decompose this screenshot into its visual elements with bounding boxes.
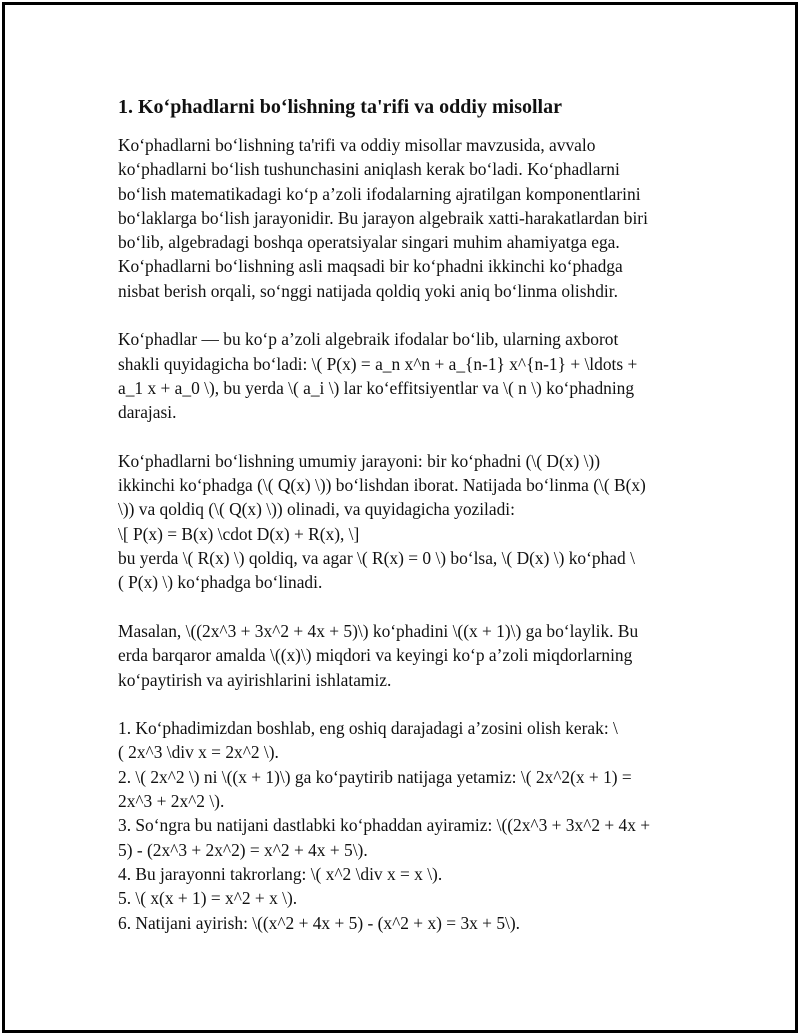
paragraph-definition bbox=[118, 133, 684, 303]
text-line: Ko‘phadlarni bo‘lishning ta'rifi va oddiy misollar mavzusida, avvalo bbox=[118, 135, 596, 155]
text-line: ikkinchi ko‘phadga (\( Q(x) \)) bo‘lishdan iborat. Natijada bo‘linma (\( B(x) bbox=[118, 475, 646, 496]
document-body bbox=[118, 94, 684, 959]
text-line: Ko‘phadlarni bo‘lishning umumiy jarayoni: bir ko‘phadni (\( D(x) \)) bbox=[118, 450, 601, 471]
text-line: ko‘paytirish va ayirishlarini ishlatamiz. bbox=[118, 669, 392, 690]
formula-line: \[ P(x) = B(x) \cdot D(x) + R(x), \] bbox=[118, 523, 360, 544]
step-line: 6. Natijani ayirish: \((x^2 + 4x + 5) - (x^2 + x) = 3x + 5\). bbox=[118, 912, 520, 933]
step-line: 5. \( x(x + 1) = x^2 + x \). bbox=[118, 888, 298, 909]
text-line: bo‘laklarga bo‘lish jarayonidir. Bu jarayon algebraik xatti-harakatlardan biri bbox=[118, 207, 648, 228]
text-line: \)) va qoldiq (\( Q(x) \)) olinadi, va quyidagicha yoziladi: bbox=[118, 499, 515, 520]
paragraph-division-process bbox=[118, 449, 684, 595]
step-line: 2x^3 + 2x^2 \). bbox=[118, 791, 225, 812]
text-line: darajasi. bbox=[118, 402, 177, 423]
text-line: ko‘phadlarni bo‘lish tushunchasini aniqlash kerak bo‘ladi. Ko‘phadlarni bbox=[118, 159, 620, 180]
text-line: bo‘lib, algebradagi boshqa operatsiyalar singari muhim ahamiyatga ega. bbox=[118, 232, 620, 253]
text-line: a_1 x + a_0 \), bu yerda \( a_i \) lar ko‘effitsiyentlar va \( n \) ko‘phadning bbox=[118, 377, 635, 398]
text-line: erda barqaror amalda \((x)\) miqdori va keyingi ko‘p a’zoli miqdorlarning bbox=[118, 645, 633, 666]
text-line: ( P(x) \) ko‘phadga bo‘linadi. bbox=[118, 572, 323, 593]
step-line: 2. \( 2x^2 \) ni \((x + 1)\) ga ko‘paytirib natijaga yetamiz: \( 2x^2(x + 1) = bbox=[118, 766, 632, 787]
paragraph-polynomial-form bbox=[118, 327, 684, 424]
text-line: Masalan, \((2x^3 + 3x^2 + 4x + 5)\) ko‘phadini \((x + 1)\) ga bo‘laylik. Bu bbox=[118, 620, 639, 641]
steps-list bbox=[118, 716, 684, 935]
text-line: shakli quyidagicha bo‘ladi: \( P(x) = a_n x^n + a_{n-1} x^{n-1} + \ldots + bbox=[118, 353, 638, 374]
text-line: Ko‘phadlar — bu ko‘p a’zoli algebraik ifodalar bo‘lib, ularning axborot bbox=[118, 329, 619, 350]
step-line: 3. So‘ngra bu natijani dastlabki ko‘phaddan ayiramiz: \((2x^3 + 3x^2 + 4x + bbox=[118, 815, 651, 836]
step-line: ( 2x^3 \div x = 2x^2 \). bbox=[118, 742, 279, 763]
step-line: 4. Bu jarayonni takrorlang: \( x^2 \div x = x \). bbox=[118, 863, 443, 884]
text-line: bu yerda \( R(x) \) qoldiq, va agar \( R(x) = 0 \) bo‘lsa, \( D(x) \) ko‘phad \ bbox=[118, 548, 635, 569]
text-line: Ko‘phadlarni bo‘lishning asli maqsadi bir ko‘phadni ikkinchi ko‘phadga bbox=[118, 256, 623, 277]
text-line: nisbat berish orqali, so‘nggi natijada qoldiq yoki aniq bo‘linma olishdir. bbox=[118, 280, 618, 301]
paragraph-example bbox=[118, 619, 684, 692]
section-heading: 1. Ko‘phadlarni bo‘lishning ta'rifi va oddiy misollar bbox=[118, 96, 562, 118]
text-line: bo‘lish matematikadagi ko‘p a’zoli ifodalarning ajratilgan komponentlarini bbox=[118, 183, 641, 204]
step-line: 5) - (2x^3 + 2x^2) = x^2 + 4x + 5\). bbox=[118, 839, 368, 860]
step-line: 1. Ko‘phadimizdan boshlab, eng oshiq darajadagi a’zosini olish kerak: \ bbox=[118, 718, 618, 739]
